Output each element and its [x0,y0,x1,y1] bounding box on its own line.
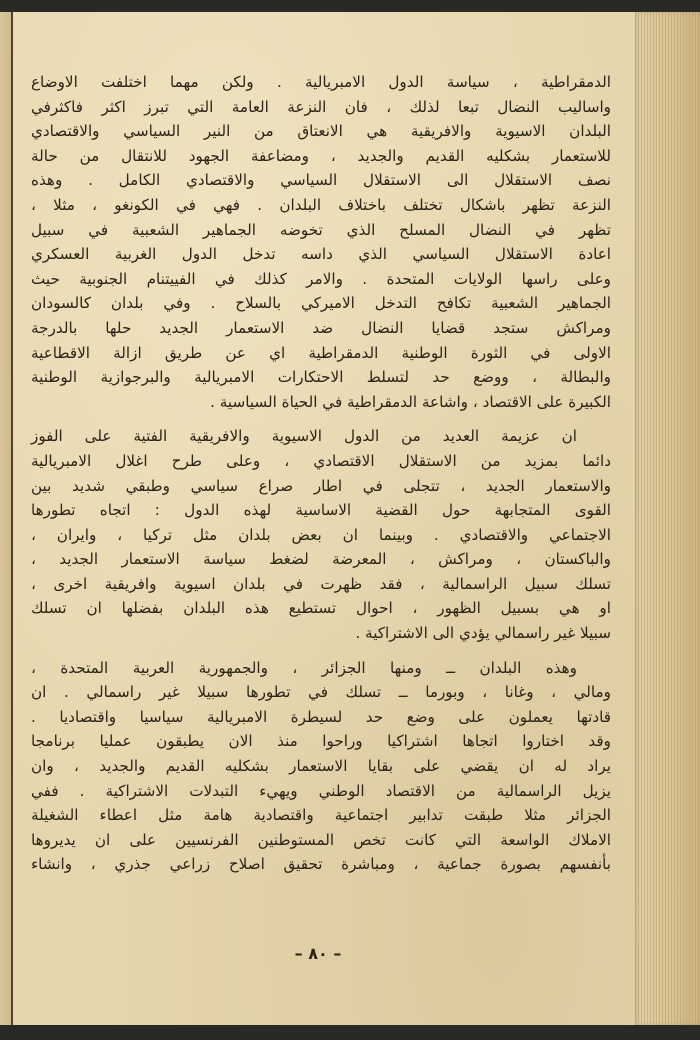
text-line: نصف الاستقلال الى الاستقلال السياسي والاقتصادي الكامل . وهذه [31,171,611,190]
text-line: وهذه البلدان ــ ومنها الجزائر ، والجمهورية العربية المتحدة ، [31,658,577,677]
text-line: الاولى في الثورة الوطنية الدمقراطية اي عن طريق ازالة الاقطاعية [31,343,611,362]
facing-page-edge [0,12,13,1025]
text-line: او هي بسبيل الظهور ، احوال تستطيع هذه البلدان بفضلها ان تسلك [31,599,611,618]
text-line: الدمقراطية ، سياسة الدول الامبريالية . ولكن مهما اختلفت الاوضاع [31,73,611,91]
text-line: تسلك سبيل الراسمالية ، فقد ظهرت في بلدان اسيوية وافريقية اخرى ، [31,574,611,593]
paragraph-spacer [31,414,611,424]
text-line: وعلى راسها الولايات المتحدة . والامر كذلك في الفييتنام الجنوبية حيث [31,269,611,288]
page-edges-stack [635,12,700,1025]
text-line: الكبيرة على الاقتصاد ، واشاعة الدمقراطية في الحياة السياسية . [210,392,611,411]
text-line: تظهر في النضال المسلح الذي تخوضه الجماهير الشعبية في سبيل [31,220,611,239]
paragraph-1 [31,70,611,414]
text-line: وقد اختاروا اتجاها اشتراكيا وراحوا منذ الان يطبقون عمليا برنامجا [31,732,611,751]
text-line: القوى المتجابهة حول القضية الاساسية لهذه الدول : اتجاه تطورها [31,501,611,520]
paragraph-3 [31,656,611,877]
text-line: سبيلا غير راسمالي يؤدي الى الاشتراكية . [355,624,611,643]
scan-background-top [0,0,700,12]
text-line: والاستعمار الجديد ، تتجلى في اطار صراع سياسي وطبقي شديد بين [31,476,611,495]
paragraph-spacer [31,646,611,656]
paragraph-2 [31,424,611,645]
text-line: دائما بمزيد من الاستقلال الاقتصادي ، وعلى طرح اغلال الامبريالية [31,451,611,470]
text-line: الاملاك الواسعة التي كانت تخص المستوطنين الفرنسيين على ان يديروها [31,830,611,849]
text-line: والباكستان ، ومراكش ، المعرضة لضغط سياسة الاستعمار الجديد ، [31,550,611,569]
text-line: الاجتماعي والاقتصادي . وبينما ان بعض بلدان مثل تركيا ، وايران ، [31,525,611,544]
text-line: يزيل الراسمالية من الاقتصاد الوطني ويهيء التبدلات الاشتراكية . ففي [31,781,611,800]
scan-background-bottom [0,1025,700,1040]
text-line: ومالي ، وغانا ، وبورما ــ تسلك في تطورها سبيلا غير راسمالي . ان [31,683,611,702]
page-number: – ٨٠ – [294,944,342,963]
text-line: بأنفسهم بصورة جماعية ، ومباشرة تحقيق اصلاح زراعي جذري ، وانشاء [31,855,611,874]
text-line: قادتها يعملون على وضع حد لسيطرة الامبريالية سياسيا واقتصاديا . [31,707,611,726]
text-line: اعادة الاستقلال السياسي الذي داسه تدخل الدول الغربية العسكري [31,245,611,264]
text-line: ومراكش ستجد قضايا النضال ضد الاستعمار الجديد حلها بالدرجة [31,318,611,337]
text-line: يراد له ان يقضي على بقايا الاستعمار بشكليه القديم والجديد ، وان [31,757,611,776]
text-line: ان عزيمة العديد من الدول الاسيوية والافريقية الفتية على الفوز [31,427,577,446]
text-line: النزعة تظهر باشكال تختلف باختلاف البلدان . فهي في الكونغو ، مثلا ، [31,195,611,214]
text-line: الجزائر مثلا طبقت تدابير اجتماعية واقتصادية هامة مثل اعطاء الشغيلة [31,806,611,825]
text-line: البلدان الاسيوية والافريقية هي الانعتاق من النير السياسي والاقتصادي [31,122,611,141]
text-line: للاستعمار بشكليه القديم والجديد ، ومضاعفة الجهود للانتقال من حالة [31,146,611,165]
book-page [13,12,700,1025]
text-line: واساليب النضال تبعا لذلك ، فان النزعة العامة التي تبرز اكثر فاكثرفي [31,97,611,116]
body-text [31,70,611,877]
text-line: والبطالة ، ووضع حد لتسلط الاحتكارات الامبريالية والبرجوازية الوطنية [31,368,611,387]
text-line: الجماهير الشعبية تكافح التدخل الاميركي بالسلاح . وفي بلدان كالسودان [31,294,611,313]
